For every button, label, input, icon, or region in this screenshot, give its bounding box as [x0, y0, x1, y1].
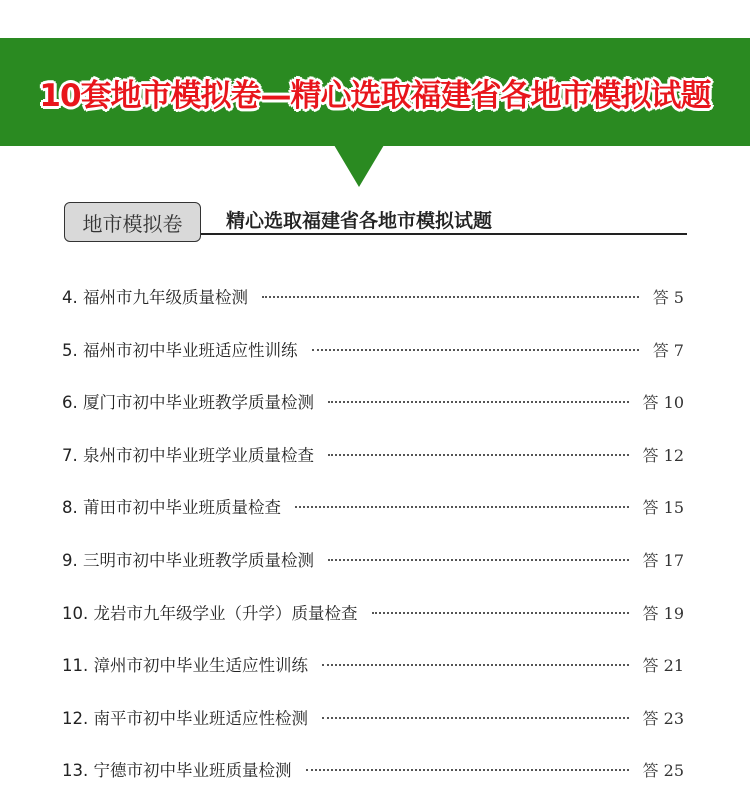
toc-entry-answer-page: 答 12: [642, 446, 684, 465]
toc-entry[interactable]: [62, 653, 684, 679]
toc-entry[interactable]: [62, 390, 684, 416]
toc-entry[interactable]: [62, 706, 684, 732]
toc-entry-title: 13. 宁德市初中毕业班质量检测: [62, 761, 292, 780]
toc-entry-answer-page: 答 7: [652, 341, 684, 360]
dot-leader: [372, 612, 629, 614]
section-heading: 精心选取福建省各地市模拟试题: [226, 210, 493, 232]
toc-entry-title: 10. 龙岩市九年级学业（升学）质量检查: [62, 604, 358, 623]
toc-entry-title: 11. 漳州市初中毕业生适应性训练: [62, 656, 308, 675]
dot-leader: [328, 559, 629, 561]
section-tag: 地市模拟卷: [64, 202, 201, 242]
toc-entry-answer-page: 答 19: [642, 604, 684, 623]
toc-entry-title: 12. 南平市初中毕业班适应性检测: [62, 709, 308, 728]
toc-entry[interactable]: [62, 601, 684, 627]
dot-leader: [328, 401, 629, 403]
toc-entry[interactable]: [62, 443, 684, 469]
dot-leader: [322, 664, 629, 666]
dot-leader: [322, 717, 629, 719]
toc-entry[interactable]: [62, 285, 684, 311]
toc-entry-title: 8. 莆田市初中毕业班质量检查: [62, 498, 281, 517]
dot-leader: [306, 769, 629, 771]
dot-leader: [295, 506, 629, 508]
toc-entry-answer-page: 答 5: [652, 288, 684, 307]
toc-entry-answer-page: 答 10: [642, 393, 684, 412]
dot-leader: [312, 349, 639, 351]
toc-entry[interactable]: [62, 758, 684, 784]
dot-leader: [328, 454, 629, 456]
toc-entry-title: 4. 福州市九年级质量检测: [62, 288, 248, 307]
dot-leader: [262, 296, 639, 298]
toc-entry-answer-page: 答 17: [642, 551, 684, 570]
toc-entry-answer-page: 答 23: [642, 709, 684, 728]
toc-entry-answer-page: 答 21: [642, 656, 684, 675]
toc-entry-title: 7. 泉州市初中毕业班学业质量检查: [62, 446, 314, 465]
toc-entry-answer-page: 答 25: [642, 761, 684, 780]
toc-entry[interactable]: [62, 338, 684, 364]
toc-entry-title: 9. 三明市初中毕业班教学质量检测: [62, 551, 314, 570]
toc-entry[interactable]: [62, 495, 684, 521]
toc-entry-answer-page: 答 15: [642, 498, 684, 517]
toc-entry-title: 6. 厦门市初中毕业班教学质量检测: [62, 393, 314, 412]
toc-entry-title: 5. 福州市初中毕业班适应性训练: [62, 341, 298, 360]
banner-title: 10套地市模拟卷—精心选取福建省各地市模拟试题: [39, 77, 711, 114]
toc-entry[interactable]: [62, 548, 684, 574]
